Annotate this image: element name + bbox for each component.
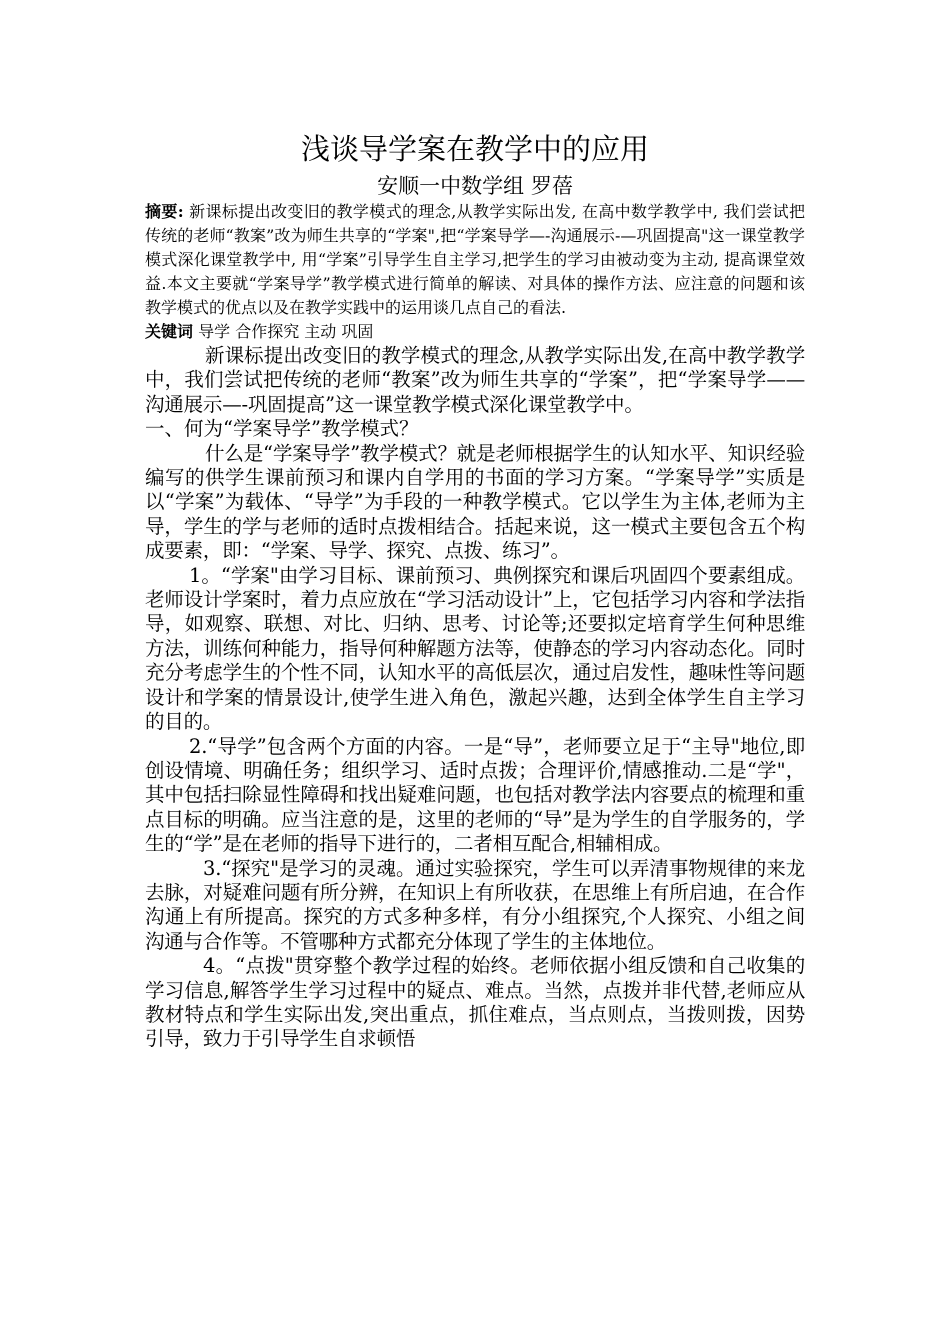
abstract-text: 新课标提出改变旧的教学模式的理念,从教学实际出发, 在高中数学教学中, 我们尝试把传统的老师“教案”改为师生共享的“学案",把“学案导学—-沟通展示-—巩固提高"这一课堂教学模式深化课堂教学中, 用“学案”引导学生自主学习,把学生的学习由被动变为主动, 提高课堂效益.本文主要就“学案导学”教学模式进行简单的解读、对具体的操作方法、应注意的问题和该教学模式的优点以及在教学实践中的运用谈几点自己的看法.: [145, 202, 805, 317]
list-item-1: 1。“学案"由学习目标、课前预习、典例探究和课后巩固四个要素组成。老师设计学案时，着力点应放在“学习活动设计”上，它包括学习内容和学法指导，如观察、联想、对比、归纳、思考、讨论等;还要拟定培育学生何种思维方法，训练何种能力，指导何种解题方法等，使静态的学习内容动态化。同时充分考虑学生的个性不同，认知水平的高低层次，通过启发性，趣味性等问题设计和学案的情景设计,使学生进入角色，激起兴趣，达到全体学生自主学习的目的。: [145, 563, 805, 734]
section-paragraph: 什么是“学案导学”教学模式？就是老师根据学生的认知水平、知识经验编写的供学生课前预习和课内自学用的书面的学习方案。“学案导学”实质是以“学案”为载体、“导学”为手段的一种教学模式。它以学生为主体,老师为主导，学生的学与老师的适时点拨相结合。括起来说，这一模式主要包含五个构成要素，即：“学案、导学、探究、点拨、练习”。: [145, 441, 805, 563]
keywords-text: 导学 合作探究 主动 巩固: [193, 322, 374, 341]
list-item-2: 2.“导学”包含两个方面的内容。一是“导”，老师要立足于“主导"地位,即创设情境、明确任务；组织学习、适时点拨；合理评价,情感推动.二是“学"，其中包括扫除显性障碍和找出疑难问题，也包括对教学法内容要点的梳理和重点目标的明确。应当注意的是，这里的老师的“导”是为学生的自学服务的，学生的“学”是在老师的指导下进行的，二者相互配合,相辅相成。: [145, 734, 805, 856]
author-line: 安顺一中数学组 罗蓓: [377, 174, 573, 198]
section-heading: 一、何为“学案导学”教学模式？: [145, 417, 419, 441]
abstract-label: 摘要:: [145, 202, 184, 221]
abstract: [145, 200, 805, 320]
list-item-4: 4。“点拨"贯穿整个教学过程的始终。老师依据小组反馈和自己收集的学习信息,解答学生学习过程中的疑点、难点。当然，点拨并非代替,老师应从教材特点和学生实际出发,突出重点，抓住难点，当点则点，当拨则拨，因势引导，致力于引导学生自求顿悟: [145, 954, 805, 1051]
keywords: [145, 320, 805, 344]
list-item-3: 3.“探究"是学习的灵魂。通过实验探究，学生可以弄清事物规律的来龙去脉，对疑难问题有所分辨，在知识上有所收获，在思维上有所启迪，在合作沟通上有所提高。探究的方式多种多样，有分小组探究,个人探究、小组之间沟通与合作等。不管哪种方式都充分体现了学生的主体地位。: [145, 856, 805, 953]
document-title: 浅谈导学案在教学中的应用: [300, 132, 649, 166]
document-page: [145, 128, 805, 1052]
keywords-label: 关键词: [145, 322, 194, 341]
intro-paragraph: 新课标提出改变旧的教学模式的理念,从教学实际出发,在高中教学教学中，我们尝试把传统的老师“教案”改为师生共享的“学案”，把“学案导学——沟通展示—-巩固提高”这一课堂教学模式深化课堂教学中。: [145, 344, 805, 416]
